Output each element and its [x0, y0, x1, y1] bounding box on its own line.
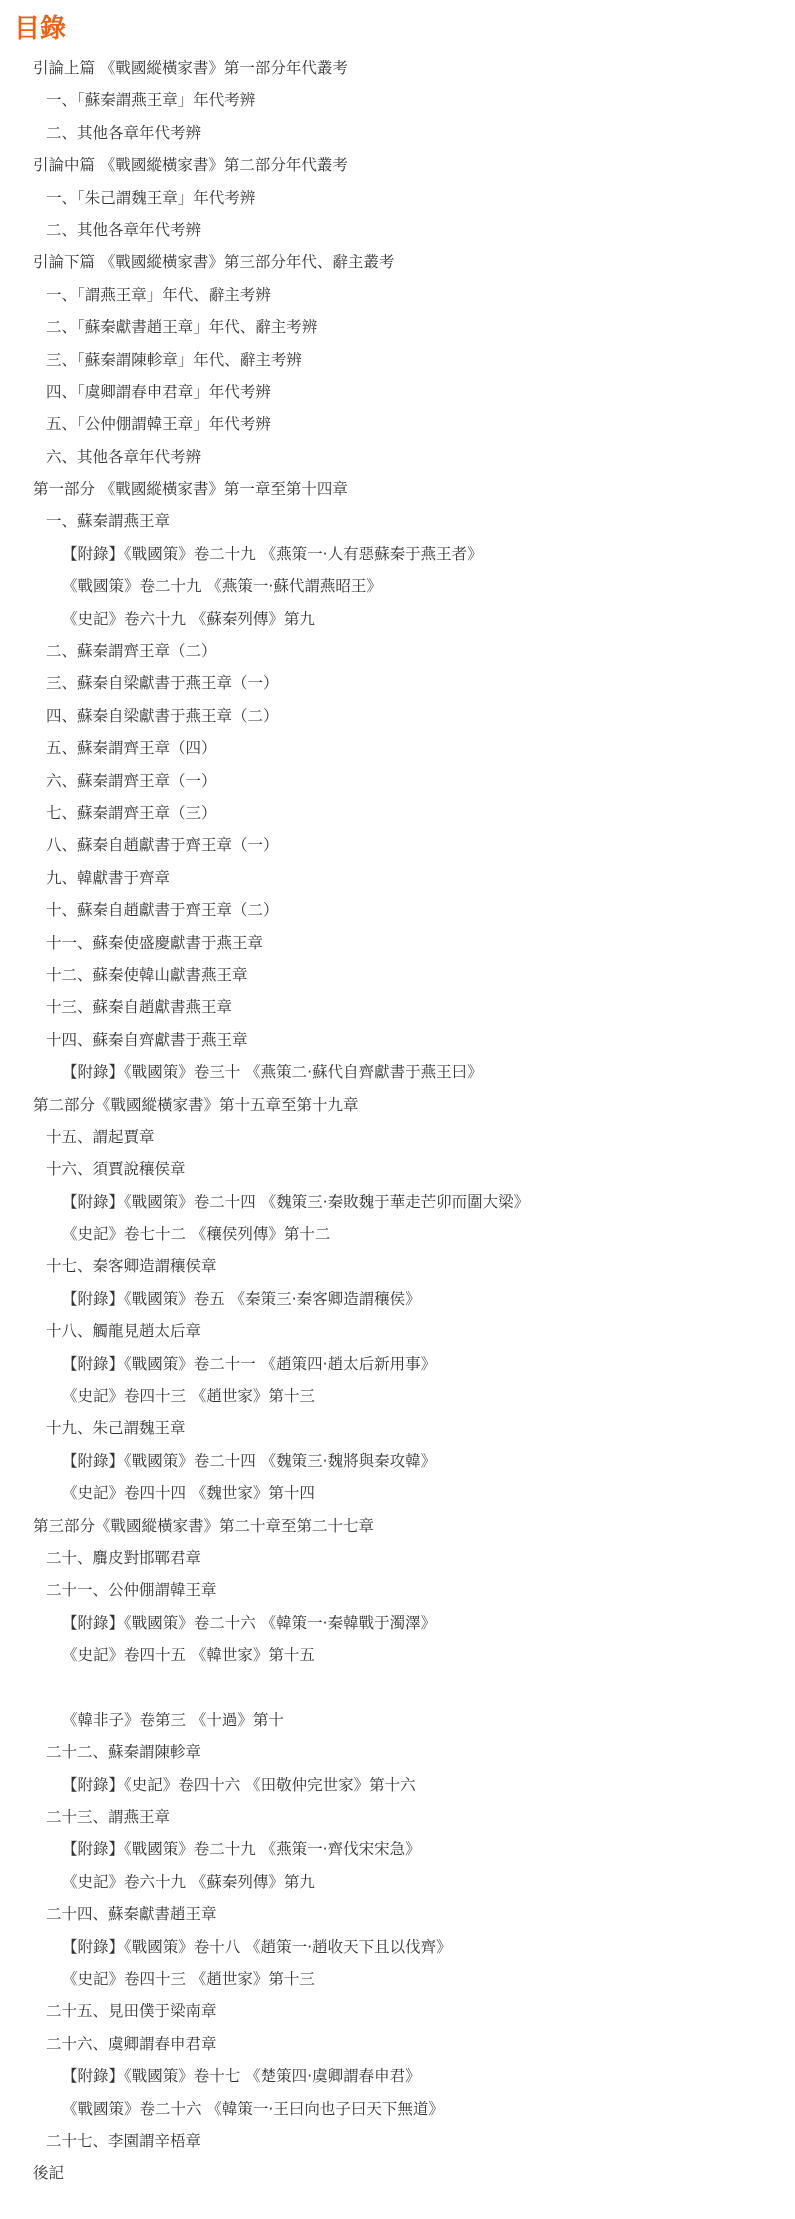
toc-chapter-link[interactable]: 四、「虞卿謂春申君章」年代考辨	[46, 382, 271, 401]
toc-part-link[interactable]: 引論上篇 《戰國縱橫家書》第一部分年代叢考	[33, 59, 348, 77]
toc-list	[0, 52, 795, 2190]
toc-appendix-link[interactable]: 【附錄】《戰國策》卷五 《秦策三·秦客卿造謂穰侯》	[62, 1289, 421, 1308]
toc-chapter-link[interactable]: 二、蘇秦謂齊王章（二）	[46, 642, 217, 661]
toc-appendix-link[interactable]: 【附錄】《史記》卷四十六 《田敬仲完世家》第十六	[62, 1775, 416, 1794]
toc-chapter-link[interactable]: 三、蘇秦自梁獻書于燕王章（一）	[46, 674, 279, 693]
toc-chapter-link[interactable]: 十七、秦客卿造謂穰侯章	[46, 1257, 217, 1276]
toc-appendix-link[interactable]: 《韓非子》卷第三 《十過》第十	[62, 1710, 284, 1729]
toc-chapter-link[interactable]: 十一、蘇秦使盛慶獻書于燕王章	[46, 933, 264, 952]
toc-chapter-link[interactable]: 九、韓獻書于齊章	[46, 868, 171, 887]
toc-appendix-link[interactable]: 【附錄】《戰國策》卷十八 《趙策一·趙收天下且以伐齊》	[62, 1937, 452, 1956]
toc-chapter-link[interactable]: 五、蘇秦謂齊王章（四）	[46, 739, 217, 758]
toc-chapter-link[interactable]: 二十一、公仲倗謂韓王章	[46, 1581, 217, 1600]
toc-title: 目錄	[14, 14, 67, 44]
toc-chapter-link[interactable]: 十五、謂起賈章	[46, 1127, 155, 1146]
toc-chapter-link[interactable]: 二、其他各章年代考辨	[46, 220, 202, 239]
toc-chapter-link[interactable]: 十、蘇秦自趙獻書于齊王章（二）	[46, 901, 279, 920]
toc-chapter-link[interactable]: 五、「公仲倗謂韓王章」年代考辨	[46, 415, 271, 434]
toc-chapter-link[interactable]: 一、「蘇秦謂燕王章」年代考辨	[46, 91, 256, 110]
toc-chapter-link[interactable]: 二十二、蘇秦謂陳軫章	[46, 1743, 202, 1762]
toc-chapter-link[interactable]: 三、「蘇秦謂陳軫章」年代、辭主考辨	[46, 350, 302, 369]
toc-chapter-link[interactable]: 二十三、謂燕王章	[46, 1808, 171, 1827]
toc-chapter-link[interactable]: 二十四、蘇秦獻書趙王章	[46, 1905, 217, 1924]
toc-appendix-link[interactable]: 【附錄】《戰國策》卷三十 《燕策二·蘇代自齊獻書于燕王曰》	[62, 1063, 483, 1082]
toc-chapter-link[interactable]: 十四、蘇秦自齊獻書于燕王章	[46, 1030, 248, 1049]
toc-part-link[interactable]: 引論中篇 《戰國縱橫家書》第二部分年代叢考	[33, 156, 348, 175]
toc-chapter-link[interactable]: 一、「謂燕王章」年代、辭主考辨	[46, 285, 271, 304]
toc-chapter-link[interactable]: 十二、蘇秦使韓山獻書燕王章	[46, 965, 248, 984]
toc-chapter-link[interactable]: 六、其他各章年代考辨	[46, 447, 202, 466]
toc-appendix-link[interactable]: 《戰國策》卷二十九 《燕策一·蘇代謂燕昭王》	[62, 577, 382, 596]
toc-chapter-link[interactable]: 二十七、李園謂辛梧章	[46, 2132, 202, 2150]
toc-appendix-link[interactable]: 《史記》卷四十三 《趙世家》第十三	[62, 1387, 315, 1406]
toc-chapter-link[interactable]: 二十六、虞卿謂春申君章	[46, 2034, 217, 2053]
toc-chapter-link[interactable]: 二十、麛皮對邯鄲君章	[46, 1548, 202, 1567]
toc-appendix-link[interactable]: 《戰國策》卷二十六 《韓策一·王曰向也子曰天下無道》	[62, 2099, 444, 2118]
toc-chapter-link[interactable]: 二、其他各章年代考辨	[46, 123, 202, 142]
toc-chapter-link[interactable]: 十三、蘇秦自趙獻書燕王章	[46, 998, 233, 1017]
toc-chapter-link[interactable]: 十九、朱己謂魏王章	[46, 1419, 186, 1438]
toc-chapter-link[interactable]: 十八、觸龍見趙太后章	[46, 1322, 202, 1341]
toc-chapter-link[interactable]: 十六、須賈說穰侯章	[46, 1160, 186, 1179]
toc-chapter-link[interactable]: 七、蘇秦謂齊王章（三）	[46, 803, 217, 822]
toc-part-link[interactable]: 第三部分《戰國縱橫家書》第二十章至第二十七章	[33, 1516, 375, 1535]
toc-part-link[interactable]: 第一部分 《戰國縱橫家書》第一章至第十四章	[33, 480, 348, 499]
toc-appendix-link[interactable]: 【附錄】《戰國策》卷二十九 《燕策一·齊伐宋宋急》	[62, 1840, 421, 1859]
toc-appendix-link[interactable]: 《史記》卷四十三 《趙世家》第十三	[62, 1970, 315, 1989]
toc-chapter-link[interactable]: 四、蘇秦自梁獻書于燕王章（二）	[46, 706, 279, 725]
toc-appendix-link[interactable]: 《史記》卷四十五 《韓世家》第十五	[62, 1646, 315, 1665]
toc-appendix-link[interactable]: 《史記》卷七十二 《穰侯列傳》第十二	[62, 1225, 331, 1244]
toc-chapter-link[interactable]: 一、「朱己謂魏王章」年代考辨	[46, 188, 256, 207]
toc-appendix-link[interactable]: 【附錄】《戰國策》卷十七 《楚策四·虞卿謂春申君》	[62, 2067, 421, 2086]
toc-part-link[interactable]: 引論下篇 《戰國縱橫家書》第三部分年代、辭主叢考	[33, 253, 395, 272]
toc-appendix-link[interactable]: 【附錄】《戰國策》卷二十六 《韓策一·秦韓戰于濁澤》	[62, 1613, 437, 1632]
toc-appendix-link[interactable]: 《史記》卷六十九 《蘇秦列傳》第九	[62, 1872, 315, 1891]
toc-chapter-link[interactable]: 一、蘇秦謂燕王章	[46, 512, 171, 531]
toc-part-link[interactable]: 第二部分《戰國縱橫家書》第十五章至第十九章	[33, 1095, 359, 1114]
toc-chapter-link[interactable]: 八、蘇秦自趙獻書于齊王章（一）	[46, 836, 279, 855]
toc-part-link[interactable]: 後記	[33, 2164, 65, 2183]
toc-chapter-link[interactable]: 六、蘇秦謂齊王章（一）	[46, 771, 217, 790]
toc-chapter-link[interactable]: 二十五、見田僕于梁南章	[46, 2002, 217, 2021]
toc-spacer	[0, 1672, 795, 1704]
toc-appendix-link[interactable]: 《史記》卷四十四 《魏世家》第十四	[62, 1484, 315, 1503]
toc-chapter-link[interactable]: 二、「蘇秦獻書趙王章」年代、辭主考辨	[46, 318, 318, 337]
toc-appendix-link[interactable]: 【附錄】《戰國策》卷二十九 《燕策一·人有惡蘇秦于燕王者》	[62, 544, 483, 563]
toc-appendix-link[interactable]: 【附錄】《戰國策》卷二十一 《趙策四·趙太后新用事》	[62, 1354, 437, 1373]
toc-appendix-link[interactable]: 《史記》卷六十九 《蘇秦列傳》第九	[62, 609, 315, 628]
toc-appendix-link[interactable]: 【附錄】《戰國策》卷二十四 《魏策三·魏將與秦攻韓》	[62, 1451, 437, 1470]
toc-appendix-link[interactable]: 【附錄】《戰國策》卷二十四 《魏策三·秦敗魏于華走芒卯而圍大梁》	[62, 1192, 530, 1211]
